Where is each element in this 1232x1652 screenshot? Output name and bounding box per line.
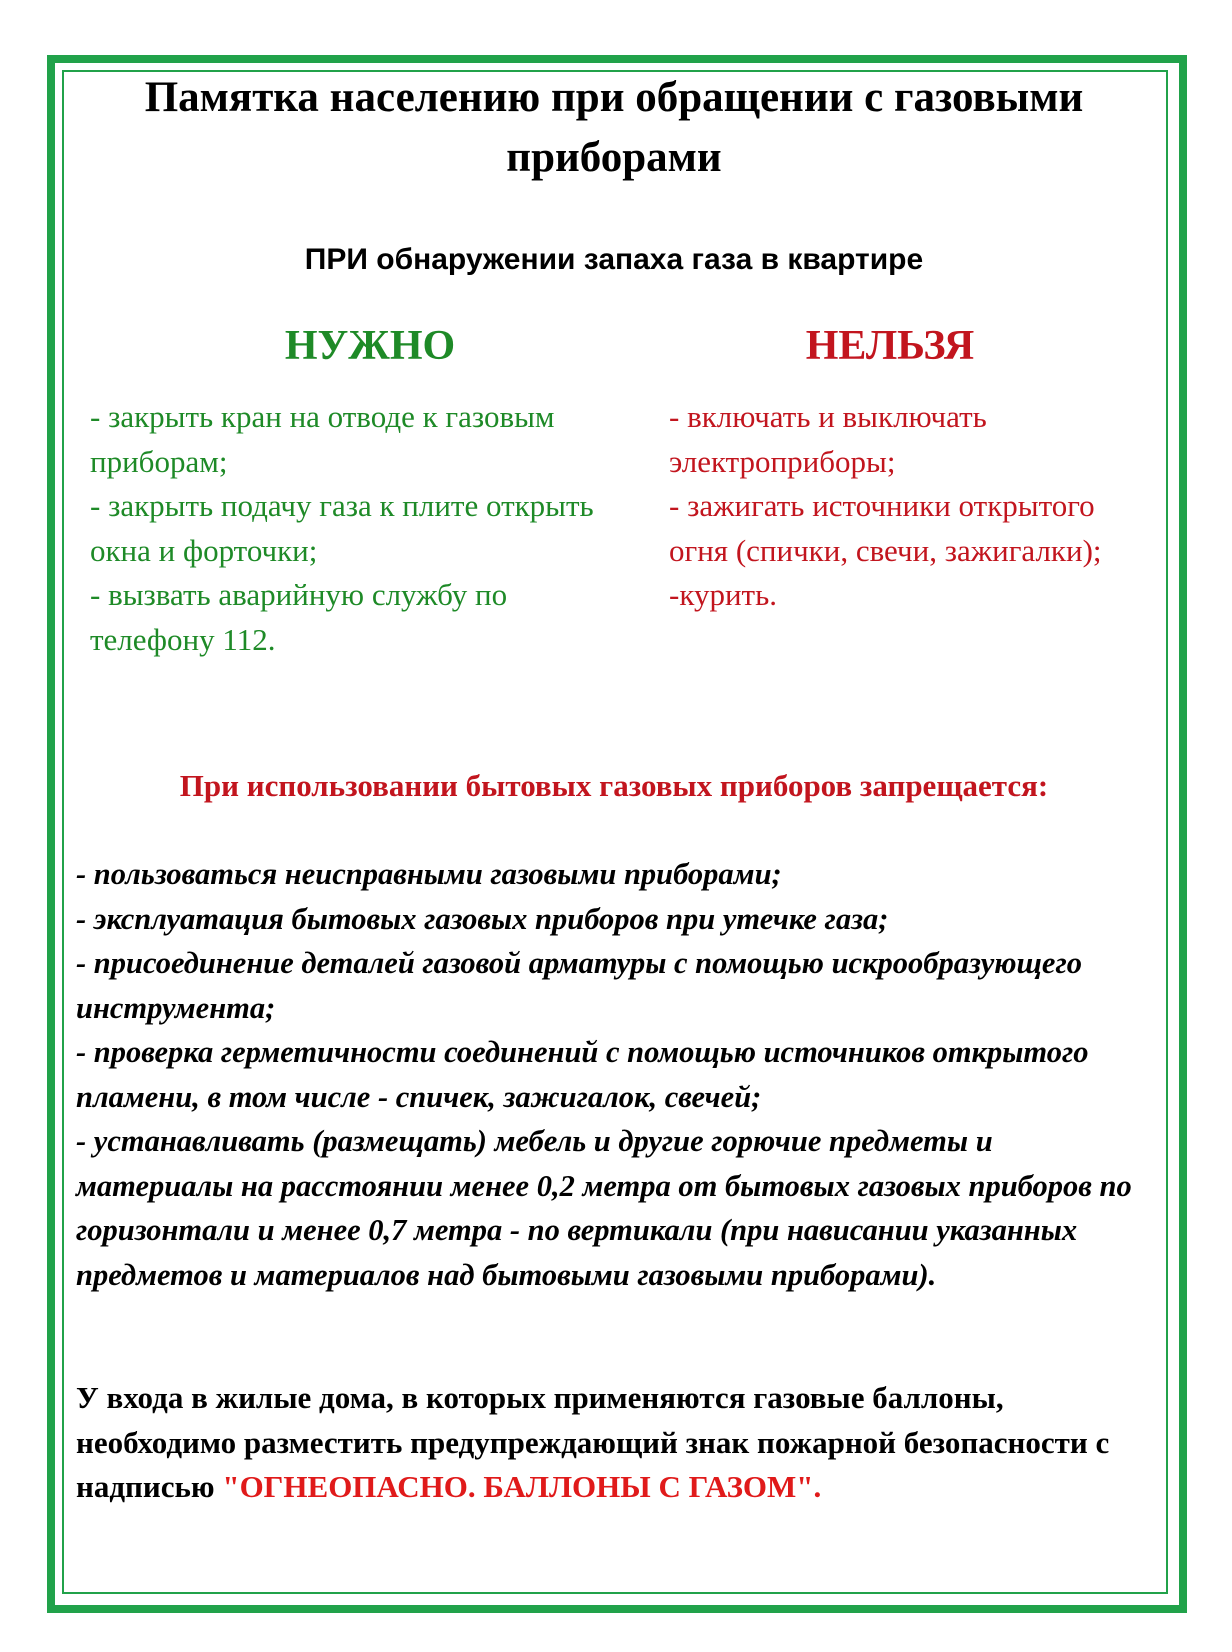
prohibited-item: - устанавливать (размещать) мебель и другие горючие предметы и материалы на расстоянии менее 0,2 метра от бытовых газовых приборов по горизонтали и менее 0,7 метра - по вертикали (при нависании указанных предметов и материалов над бытовыми газовыми приборами). xyxy=(76,1124,1132,1292)
forbid-item: - зажигать источники открытого огня (спички, свечи, зажигалки); xyxy=(669,488,1102,568)
final-note-text: У входа в жилые дома, в которых применяются газовые баллоны, необходимо разместить предупреждающий знак пожарной безопасности с надписью xyxy=(76,1380,1110,1504)
need-item: - вызвать аварийную службу по телефону 112. xyxy=(90,577,508,657)
inner-border xyxy=(62,70,1168,1594)
forbid-item: - включать и выключать электроприборы; xyxy=(669,399,987,479)
need-list xyxy=(90,395,620,662)
need-item: - закрыть кран на отводе к газовым приборам; xyxy=(90,399,555,479)
gas-smell-subtitle: ПРИ обнаружении запаха газа в квартире xyxy=(304,243,924,276)
prohibited-list xyxy=(76,852,1156,1297)
prohibited-item: - эксплуатация бытовых газовых приборов при утечке газа; xyxy=(76,901,889,936)
need-heading: НУЖНО xyxy=(284,323,456,369)
prohibited-item: - пользоваться неисправными газовыми приборами; xyxy=(76,857,782,891)
page-title: Памятка населению при обращении с газовыми приборами xyxy=(144,74,1084,181)
prohibited-item: - присоединение деталей газовой арматуры с помощью искрообразующего инструмента; xyxy=(76,946,1082,1025)
forbid-heading: НЕЛЬЗЯ xyxy=(805,323,975,369)
prohibited-heading: При использовании бытовых газовых приборов запрещается: xyxy=(179,768,1049,803)
forbid-list xyxy=(669,395,1119,618)
prohibited-item: - проверка герметичности соединений с помощью источников открытого пламени, в том числе - спичек, зажигалок, свечей; xyxy=(76,1035,1089,1114)
warning-inscription: "ОГНЕОПАСНО. БАЛЛОНЫ С ГАЗОМ". xyxy=(222,1469,822,1504)
forbid-item: -курить. xyxy=(669,577,777,612)
need-item: - закрыть подачу газа к плите открыть окна и форточки; xyxy=(90,488,594,568)
final-note xyxy=(76,1376,1156,1510)
